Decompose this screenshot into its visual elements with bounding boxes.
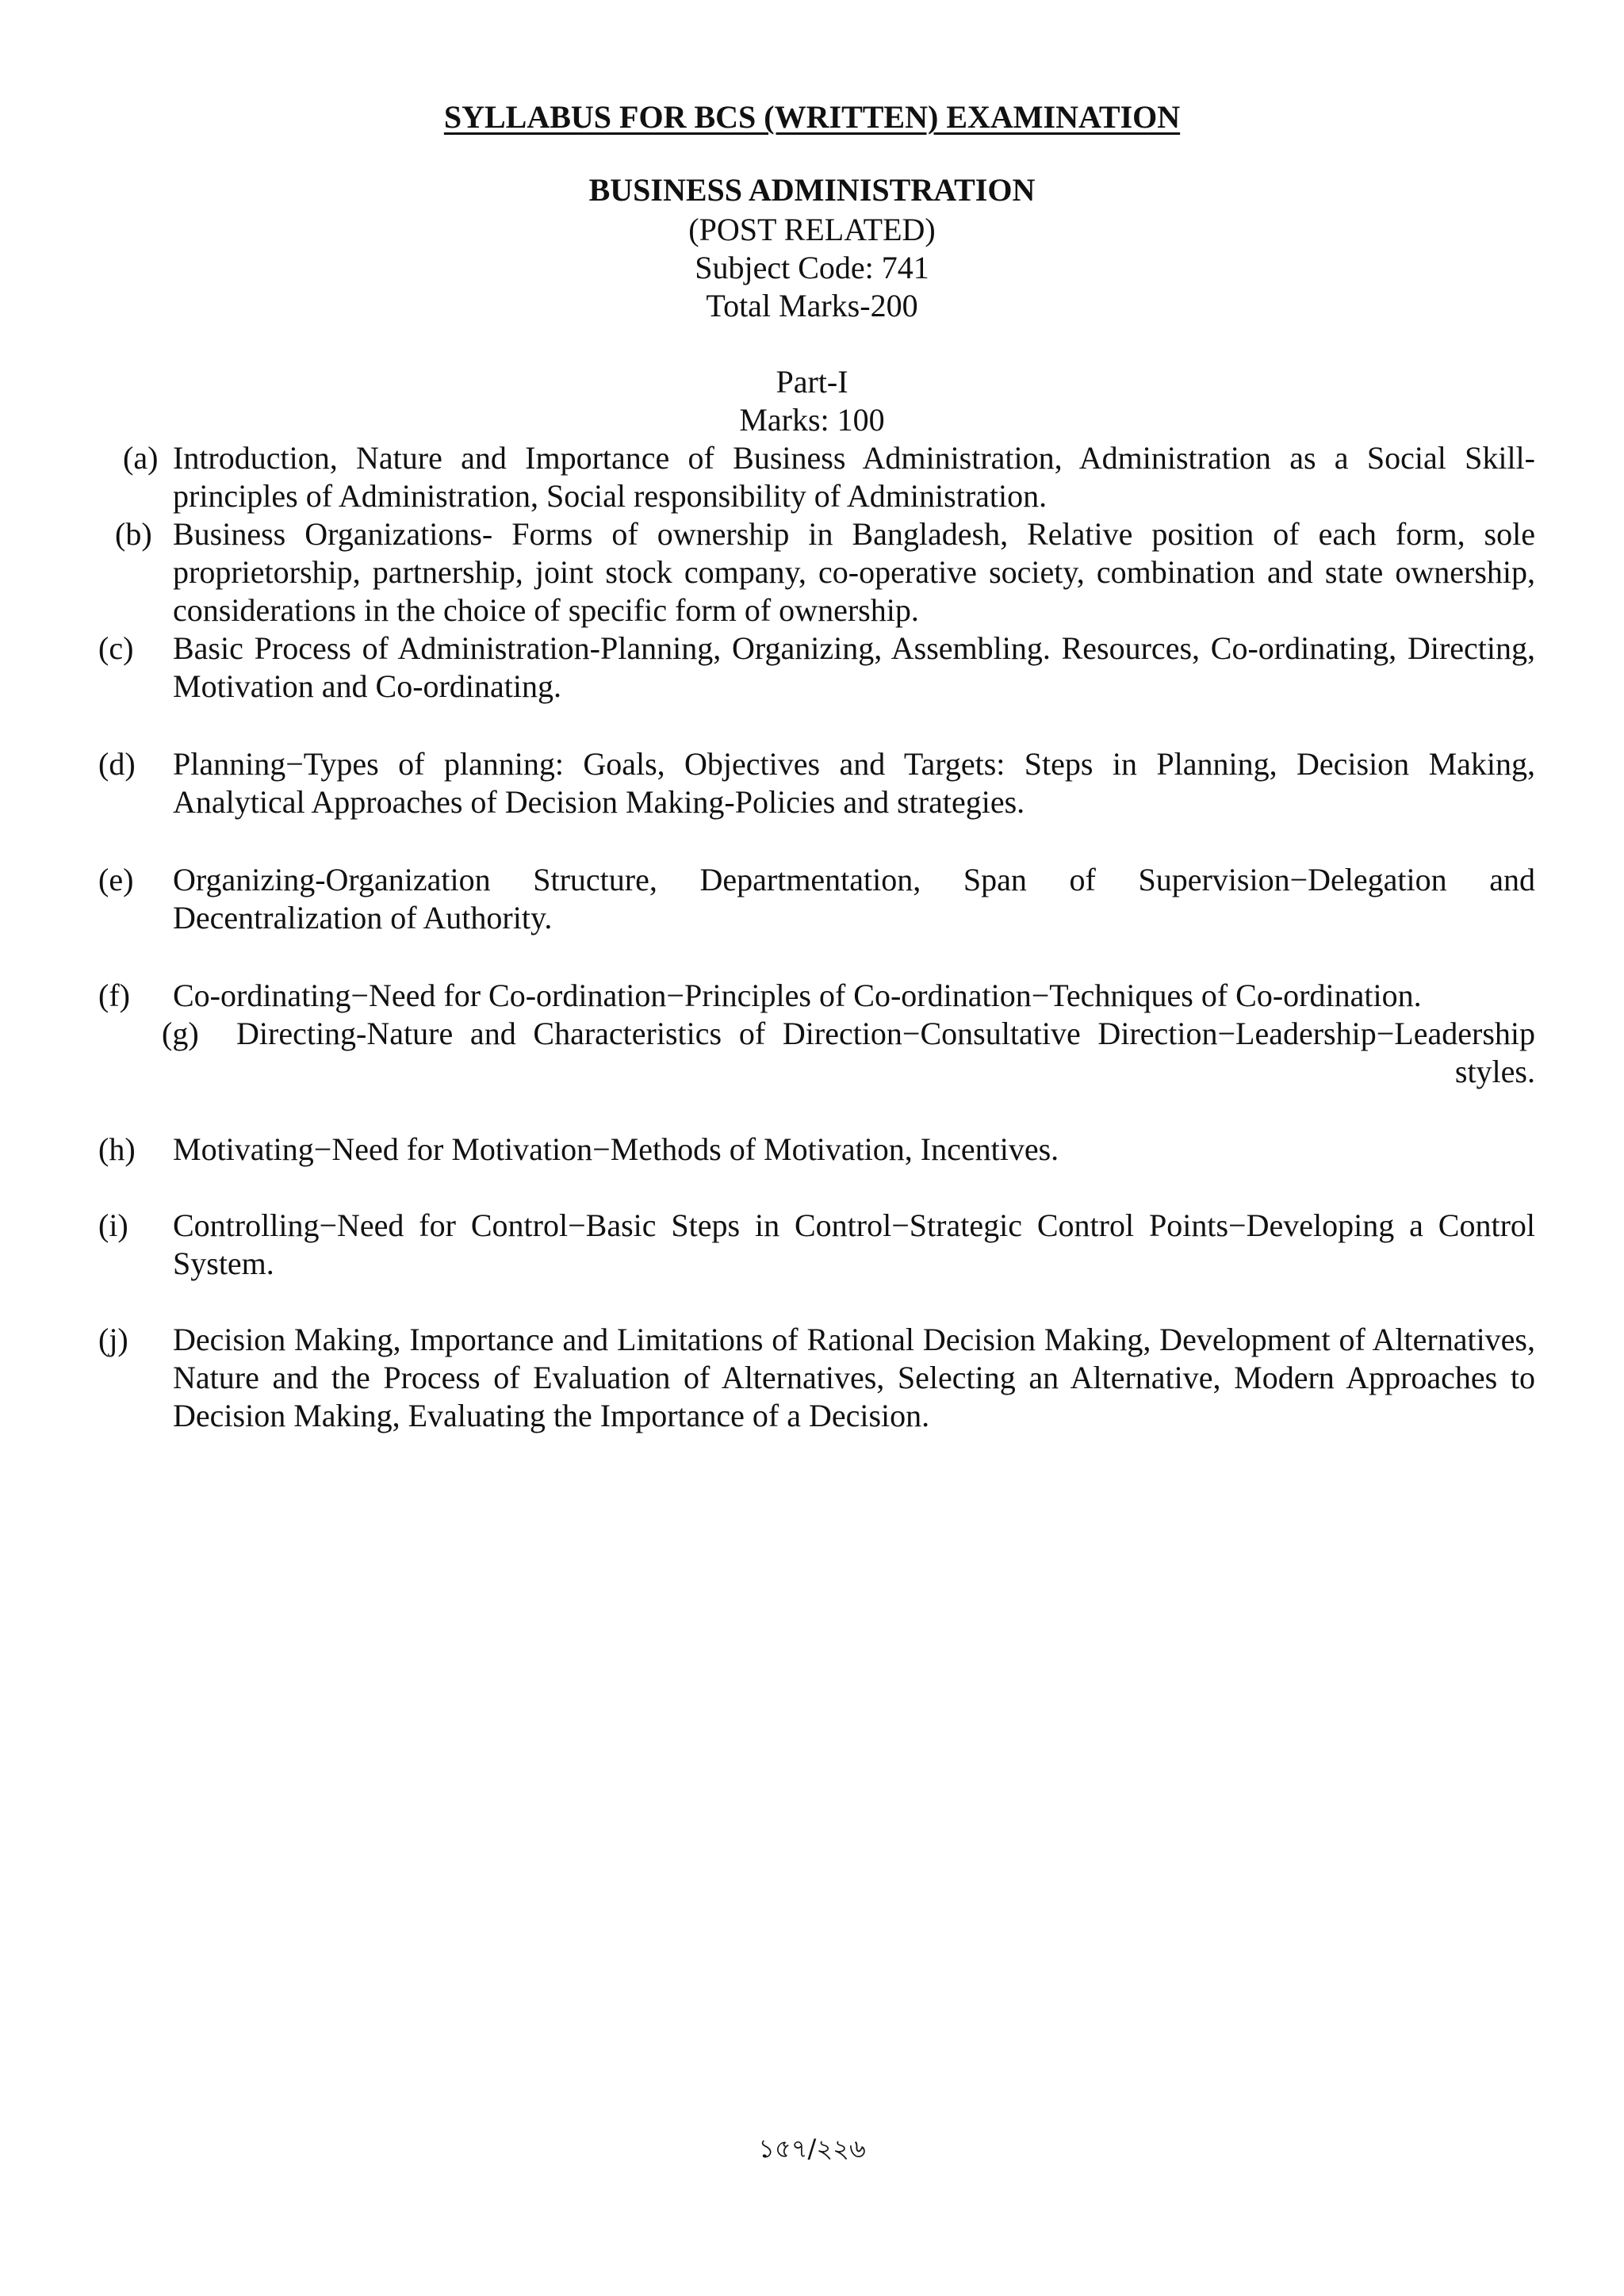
item-label: (j)	[98, 1322, 128, 1357]
item-text: Directing-Nature and Characteristics of Direction−Consultative Direction−Leadership−Leadership styles.	[236, 1016, 1535, 1089]
item-label: (i)	[98, 1207, 128, 1243]
item-text: Organizing-Organization Structure, Departmentation, Span of Supervision−Delegation and Decentralization of Authority.	[173, 862, 1535, 936]
page-number: ১৫৭/২২৬	[758, 2133, 866, 2164]
item-label: (e)	[98, 862, 134, 897]
item-label: (a)	[123, 440, 159, 476]
subject-code: Subject Code: 741	[695, 250, 929, 285]
item-label: (b)	[115, 516, 152, 552]
total-marks: Total Marks-200	[706, 288, 918, 323]
subject-title: BUSINESS ADMINISTRATION	[588, 172, 1036, 208]
item-label: (f)	[98, 978, 130, 1013]
item-label: (g)	[162, 1016, 199, 1051]
item-text: Business Organizations- Forms of ownership in Bangladesh, Relative position of each form, sole proprietorship, partnership, joint stock company, co-operative society, combination and state ownership, considerations in the choice of specific form of ownership.	[173, 516, 1535, 628]
item-text: Planning−Types of planning: Goals, Objectives and Targets: Steps in Planning, Decision Making, Analytical Approaches of Decision Making-Policies and strategies.	[173, 746, 1535, 820]
part-heading: Part-I	[776, 364, 848, 400]
document-title: SYLLABUS FOR BCS (WRITTEN) EXAMINATION	[443, 99, 1181, 135]
item-text: Controlling−Need for Control−Basic Steps in Control−Strategic Control Points−Developing a Control System.	[173, 1207, 1535, 1281]
item-label: (c)	[98, 630, 134, 666]
post-related-label: (POST RELATED)	[688, 212, 936, 247]
item-text: Co-ordinating−Need for Co-ordination−Principles of Co-ordination−Techniques of Co-ordination.	[173, 978, 1422, 1013]
item-text: Motivating−Need for Motivation−Methods of Motivation, Incentives.	[173, 1131, 1059, 1167]
item-label: (d)	[98, 746, 136, 782]
part-marks: Marks: 100	[739, 402, 885, 438]
item-label: (h)	[98, 1131, 136, 1167]
item-text: Introduction, Nature and Importance of Business Administration, Administration as a Social Skill-principles of Administration, Social responsibility of Administration.	[173, 440, 1535, 514]
item-text: Basic Process of Administration-Planning, Organizing, Assembling. Resources, Co-ordinating, Directing, Motivation and Co-ordinating.	[173, 630, 1535, 704]
item-text: Decision Making, Importance and Limitations of Rational Decision Making, Development of Alternatives, Nature and the Process of Evaluation of Alternatives, Selecting an Alternative, Modern Approaches to Decision Making, Evaluating the Importance of a Decision.	[173, 1322, 1535, 1433]
